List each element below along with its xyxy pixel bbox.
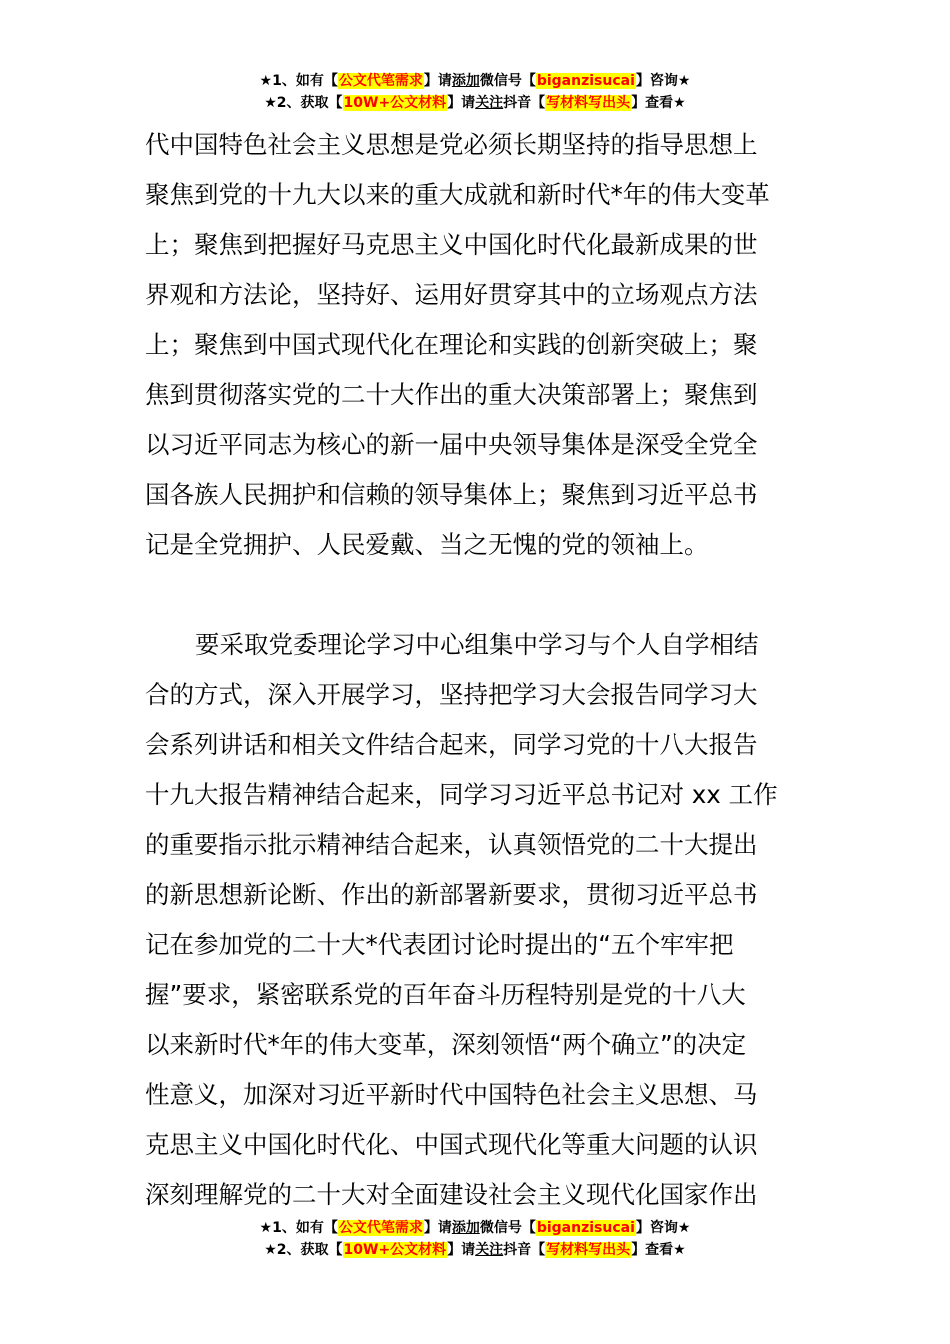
text-line: 以习近平同志为核心的新一届中央领导集体是深受全党全 [145,430,758,459]
banner-emphasis: 添加 [451,73,480,89]
text-line: 合的方式，深入开展学习，坚持把学习大会报告同学习大 [145,680,758,709]
text-line: 记在参加党的二十大*代表团讨论时提出的“五个牢牢把 [145,930,734,959]
text-line: 十九大报告精神结合起来，同学习习近平总书记对 xx 工作 [145,780,778,809]
text-line: 克思主义中国化时代化、中国式现代化等重大问题的认识 [145,1130,758,1159]
paragraph-2 [145,620,815,1220]
text-line: 要采取党委理论学习中心组集中学习与个人自学相结 [195,630,759,659]
banner-text: 】请 [447,1242,476,1258]
text-line: 界观和方法论，坚持好、运用好贯穿其中的立场观点方法 [145,280,758,309]
banner-text: 抖音【 [503,1242,546,1258]
footer-banner [0,1217,950,1261]
banner-text: 抖音【 [503,95,546,111]
banner-text: 】请 [447,95,476,111]
paragraph-gap [145,570,815,620]
paragraph-1 [145,120,815,570]
banner-emphasis: 关注 [475,95,504,111]
banner-text: ★2、获取【 [264,95,343,111]
banner-line-2 [0,92,950,114]
banner-text: 】请 [423,73,452,89]
banner-highlight: 写材料写出头 [546,95,631,111]
text-line: 的重要指示批示精神结合起来，认真领悟党的二十大提出 [145,830,758,859]
banner-emphasis: 关注 [475,1242,504,1258]
banner-text: 微信号【 [479,73,536,89]
text-line: 记是全党拥护、人民爱戴、当之无愧的党的领袖上。 [145,530,709,559]
banner-highlight: 写材料写出头 [546,1242,631,1258]
banner-text: 】查看★ [631,1242,686,1258]
header-banner [0,70,950,114]
banner-text: ★2、获取【 [264,1242,343,1258]
banner-highlight: 公文代笔需求 [338,73,423,89]
banner-line-1 [0,1217,950,1239]
banner-text: 微信号【 [479,1220,536,1236]
text-line: 国各族人民拥护和信赖的领导集体上；聚焦到习近平总书 [145,480,758,509]
banner-text: 】请 [423,1220,452,1236]
banner-text: 】查看★ [631,95,686,111]
banner-highlight: 10W+公文材料 [343,95,447,111]
text-line: 性意义，加深对习近平新时代中国特色社会主义思想、马 [145,1080,758,1109]
text-line: 上；聚焦到把握好马克思主义中国化时代化最新成果的世 [145,230,758,259]
banner-text: ★1、如有【 [259,1220,338,1236]
banner-line-2 [0,1239,950,1261]
banner-highlight: 公文代笔需求 [338,1220,423,1236]
banner-text: 】咨询★ [635,1220,691,1236]
banner-highlight: biganzisucai [536,1220,635,1236]
text-line: 会系列讲话和相关文件结合起来，同学习党的十八大报告 [145,730,758,759]
text-line: 以来新时代*年的伟大变革，深刻领悟“两个确立”的决定 [145,1030,747,1059]
text-line: 的新思想新论断、作出的新部署新要求，贯彻习近平总书 [145,880,758,909]
text-line: 焦到贯彻落实党的二十大作出的重大决策部署上；聚焦到 [145,380,758,409]
text-line: 代中国特色社会主义思想是党必须长期坚持的指导思想上 [145,130,758,159]
text-line: 深刻理解党的二十大对全面建设社会主义现代化国家作出 [145,1180,758,1209]
text-line: 聚焦到党的十九大以来的重大成就和新时代*年的伟大变革 [145,180,770,209]
banner-highlight: biganzisucai [536,73,635,89]
banner-text: ★1、如有【 [259,73,338,89]
banner-highlight: 10W+公文材料 [343,1242,447,1258]
banner-emphasis: 添加 [451,1220,480,1236]
banner-text: 】咨询★ [635,73,691,89]
text-line: 握”要求，紧密联系党的百年奋斗历程特别是党的十八大 [145,980,746,1009]
text-line: 上；聚焦到中国式现代化在理论和实践的创新突破上；聚 [145,330,758,359]
document-body [145,120,815,1220]
banner-line-1 [0,70,950,92]
